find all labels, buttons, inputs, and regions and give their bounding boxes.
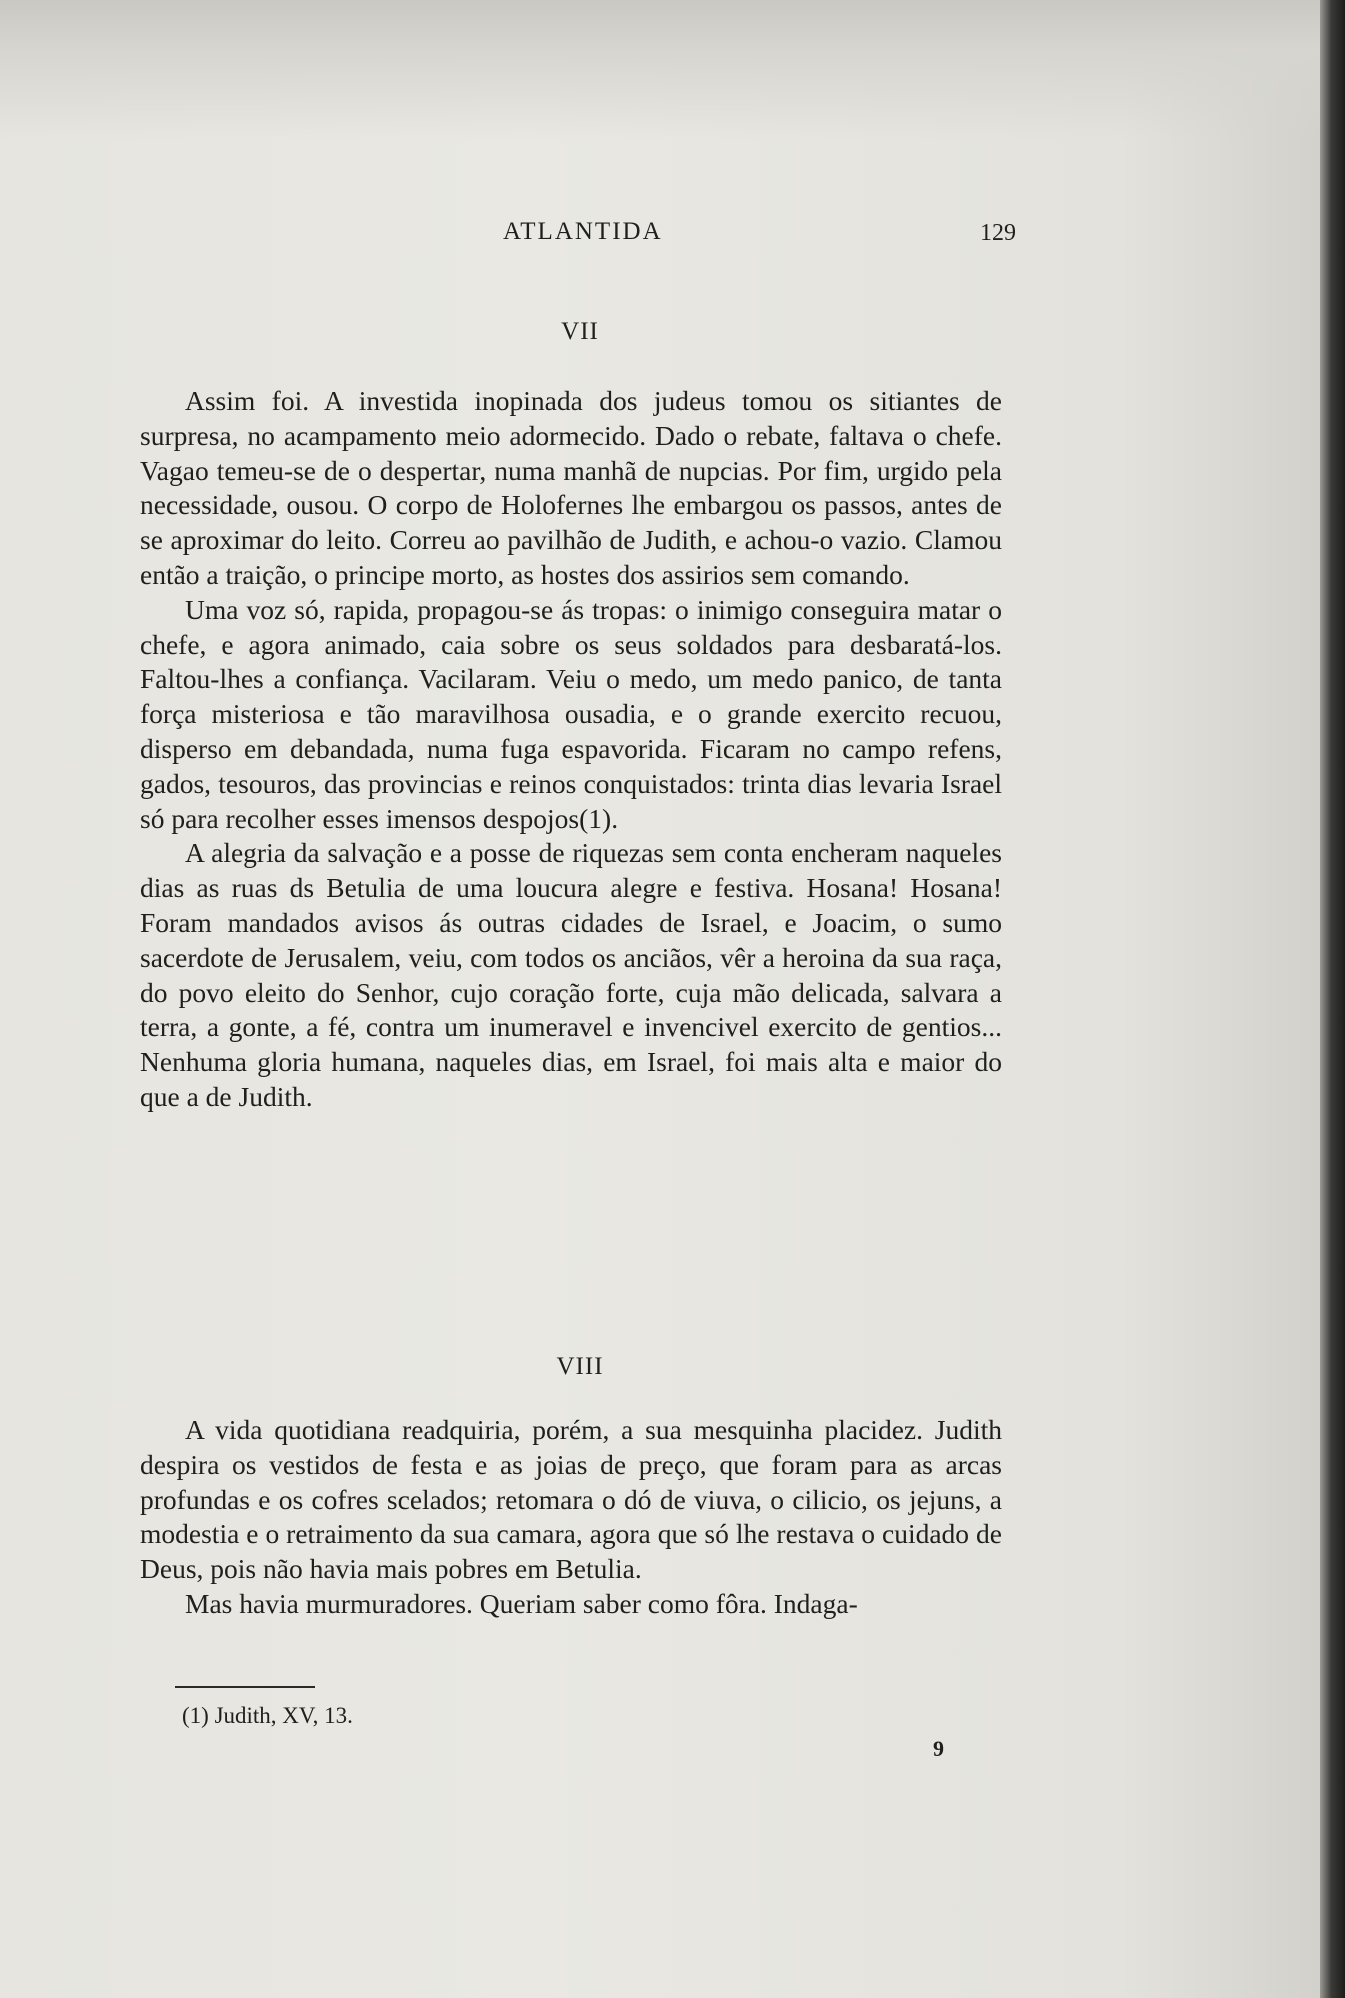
water-stain [0, 0, 1320, 140]
section-vii-text [140, 384, 1002, 1115]
paragraph: Mas havia murmuradores. Queriam saber como fôra. Indaga- [185, 1587, 858, 1619]
page-number: 129 [980, 220, 1016, 246]
running-title: ATLANTIDA [503, 218, 663, 245]
paragraph [140, 593, 1002, 837]
paragraph: A alegria da salvação e a posse de riquezas sem conta encheram naqueles dias as ruas ds Betulia de uma loucura alegre e festiva. Hosana! Hosana! Foram mandados avisos ás outras cidades de Israel, e Joacim, o sumo sacerdote de Jerusalem, veiu, com todos os anciãos, vêr a heroina da sua raça, do povo eleito do Senhor, cujo coração forte, cuja mão delicada, salvara a terra, a gonte, a fé, contra um inumeravel e invencivel exercito de gentios... Nenhuma gloria humana, naqueles dias, em Israel, foi mais alta e maior do que a de Judith. [140, 837, 1002, 1112]
paragraph: Assim foi. A investida inopinada dos judeus tomou os sitiantes de surpresa, no acampamento meio adormecido. Dado o rebate, faltava o chefe. Vagao temeu-se de o despertar, numa manhã de nupcias. Por fim, urgido pela necessidade, ousou. O corpo de Holofernes lhe embargou os passos, antes de se aproximar do leito. Correu ao pavilhão de Judith, e achou-o vazio. Clamou então a traição, o principe morto, as hostes dos assirios sem comando. [140, 385, 1002, 590]
footnote-text: Judith, XV, 13. [214, 1703, 353, 1728]
section-heading-vii: VII [561, 318, 599, 345]
section-heading-viii: VIII [556, 1353, 604, 1380]
paragraph: A vida quotidiana readquiria, porém, a sua mesquinha placidez. Judith despira os vestidos de festa e as joias de preço, que foram para as arcas profundas e os cofres scelados; retomara o dó de viuva, o cilicio, os jejuns, a modestia e o retraimento da sua camara, agora que só lhe restava o cuidado de Deus, pois não havia mais pobres em Betulia. [140, 1414, 1002, 1585]
book-spine-shadow [1320, 0, 1345, 1998]
footnote-marker: (1) [182, 1703, 209, 1728]
footnote [182, 1703, 353, 1729]
footnote-reference: (1) [579, 802, 612, 834]
footnote-divider [175, 1686, 315, 1688]
paragraph-text: Uma voz só, rapida, propagou-se ás tropas: o inimigo conseguira matar o chefe, e agora animado, caia sobre os seus soldados para desbaratá-los. Faltou-lhes a confiança. Vacilaram. Veiu o medo, um medo panico, de tanta força misteriosa e tão maravilhosa ousadia, e o grande exercito recuou, disperso em debandada, numa fuga espavorida. Ficaram no campo refens, gados, tesouros, das provincias e reinos conquistados: trinta dias levaria Israel só para recolher esses imensos despojos [140, 593, 1002, 834]
section-viii-text [140, 1413, 1002, 1622]
signature-mark: 9 [933, 1736, 944, 1761]
running-head [0, 218, 1320, 258]
sentence-end: . [611, 802, 619, 834]
